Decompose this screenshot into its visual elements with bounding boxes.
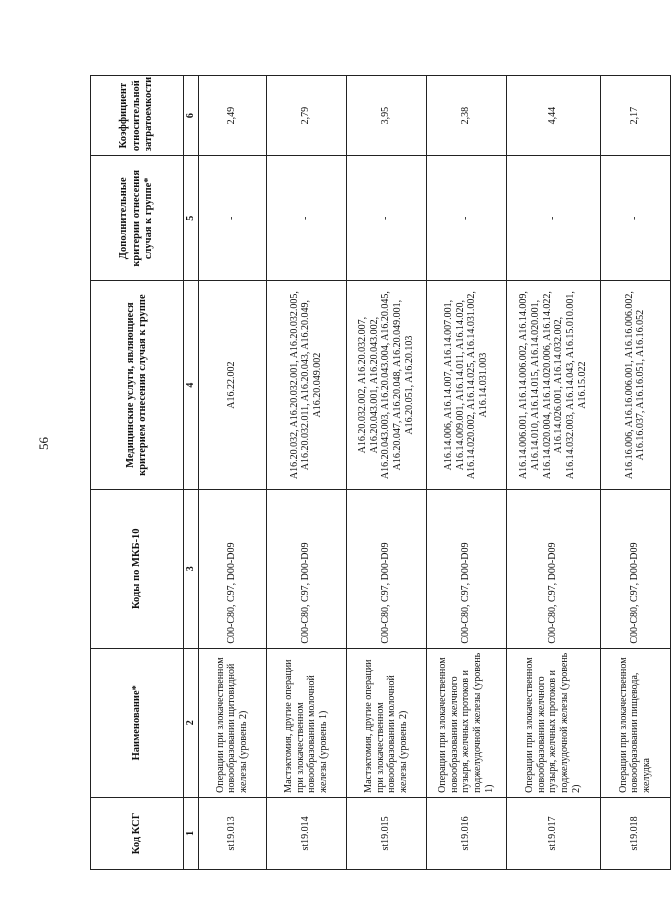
ksg-code: st19.014 <box>266 797 346 869</box>
icd-codes: C00-C80, C97, D00-D09 <box>266 489 346 648</box>
medical-services: A16.16.006, A16.16.006.001, A16.16.006.002, A16.16.037, A16.16.051, A16.16.052 <box>600 281 670 490</box>
icd-codes: C00-C80, C97, D00-D09 <box>426 489 506 648</box>
medical-services: A16.14.006, A16.14.007, A16.14.007.001, A16.14.009.001, A16.14.011, A16.14.020, A16.14.020.002, A16.14.025, A16.14.031.002, A16.14.031.003 <box>426 281 506 490</box>
table-row <box>600 76 670 870</box>
extra-criteria: - <box>346 156 426 281</box>
header-medical-services: Медицинские услуги, являющиеся критерием отнесения случая к группе <box>91 281 184 490</box>
medical-services: A16.20.032.002, A16.20.032.007, A16.20.043.001, A16.20.043.002, A16.20.043.003, A16.20.043.004, A16.20.045, A16.20.047, A16.20.048, A16.20.049.001, A16.20.051, A16.20.103 <box>346 281 426 490</box>
header-name: Наименование* <box>91 648 184 797</box>
header-extra-criteria: Дополнительные критерии отнесения случая к группе* <box>91 156 184 281</box>
icd-codes: C00-C80, C97, D00-D09 <box>198 489 266 648</box>
ksg-table <box>90 75 671 870</box>
extra-criteria: - <box>266 156 346 281</box>
header-icd-codes: Коды по МКБ-10 <box>91 489 184 648</box>
table-row <box>346 76 426 870</box>
extra-criteria: - <box>426 156 506 281</box>
group-name: Мастэктомия, другие операции при злокачественном новообразовании молочной железы (уровень 1) <box>266 648 346 797</box>
column-number: 6 <box>184 76 199 156</box>
page-number: 56 <box>36 437 51 450</box>
table-row <box>266 76 346 870</box>
column-number-row <box>184 76 199 870</box>
group-name: Операции при злокачественном новообразовании пищевода, желудка <box>600 648 670 797</box>
medical-services: A16.14.006.001, A16.14.006.002, A16.14.009, A16.14.010, A16.14.015, A16.14.020.001, A16.14.020.004, A16.14.020.006, A16.14.022, A16.14.026.001, A16.14.032.002, A16.14.032.003, A16.14.043, A16.15.010.001, A16.15.022 <box>506 281 600 490</box>
icd-codes: C00-C80, C97, D00-D09 <box>506 489 600 648</box>
coefficient: 2,38 <box>426 76 506 156</box>
medical-services: A16.20.032, A16.20.032.001, A16.20.032.005, A16.20.032.011, A16.20.043, A16.20.049, A16.20.049.002 <box>266 281 346 490</box>
column-number: 4 <box>184 281 199 490</box>
table-row <box>506 76 600 870</box>
group-name: Операции при злокачественном новообразовании желчного пузыря, желчных протоков и поджелудочной железы (уровень 1) <box>426 648 506 797</box>
table-row <box>426 76 506 870</box>
coefficient: 2,49 <box>198 76 266 156</box>
ksg-code: st19.016 <box>426 797 506 869</box>
group-name: Мастэктомия, другие операции при злокачественном новообразовании молочной железы (уровень 2) <box>346 648 426 797</box>
coefficient: 3,95 <box>346 76 426 156</box>
icd-codes: C00-C80, C97, D00-D09 <box>346 489 426 648</box>
table-row <box>198 76 266 870</box>
group-name: Операции при злокачественном новообразовании желчного пузыря, желчных протоков и поджелудочной железы (уровень 2) <box>506 648 600 797</box>
ksg-code: st19.017 <box>506 797 600 869</box>
ksg-code: st19.015 <box>346 797 426 869</box>
header-ksg-code: Код КСГ <box>91 797 184 869</box>
header-row <box>91 76 184 870</box>
extra-criteria: - <box>506 156 600 281</box>
coefficient: 4,44 <box>506 76 600 156</box>
ksg-table-container <box>90 75 653 870</box>
header-coefficient: Коэффициент относительной затратоемкости <box>91 76 184 156</box>
column-number: 3 <box>184 489 199 648</box>
coefficient: 2,17 <box>600 76 670 156</box>
coefficient: 2,79 <box>266 76 346 156</box>
ksg-code: st19.013 <box>198 797 266 869</box>
ksg-code: st19.018 <box>600 797 670 869</box>
icd-codes: C00-C80, C97, D00-D09 <box>600 489 670 648</box>
extra-criteria: - <box>198 156 266 281</box>
extra-criteria: - <box>600 156 670 281</box>
column-number: 5 <box>184 156 199 281</box>
column-number: 1 <box>184 797 199 869</box>
column-number: 2 <box>184 648 199 797</box>
medical-services: A16.22.002 <box>198 281 266 490</box>
group-name: Операции при злокачественном новообразовании щитовидной железы (уровень 2) <box>198 648 266 797</box>
